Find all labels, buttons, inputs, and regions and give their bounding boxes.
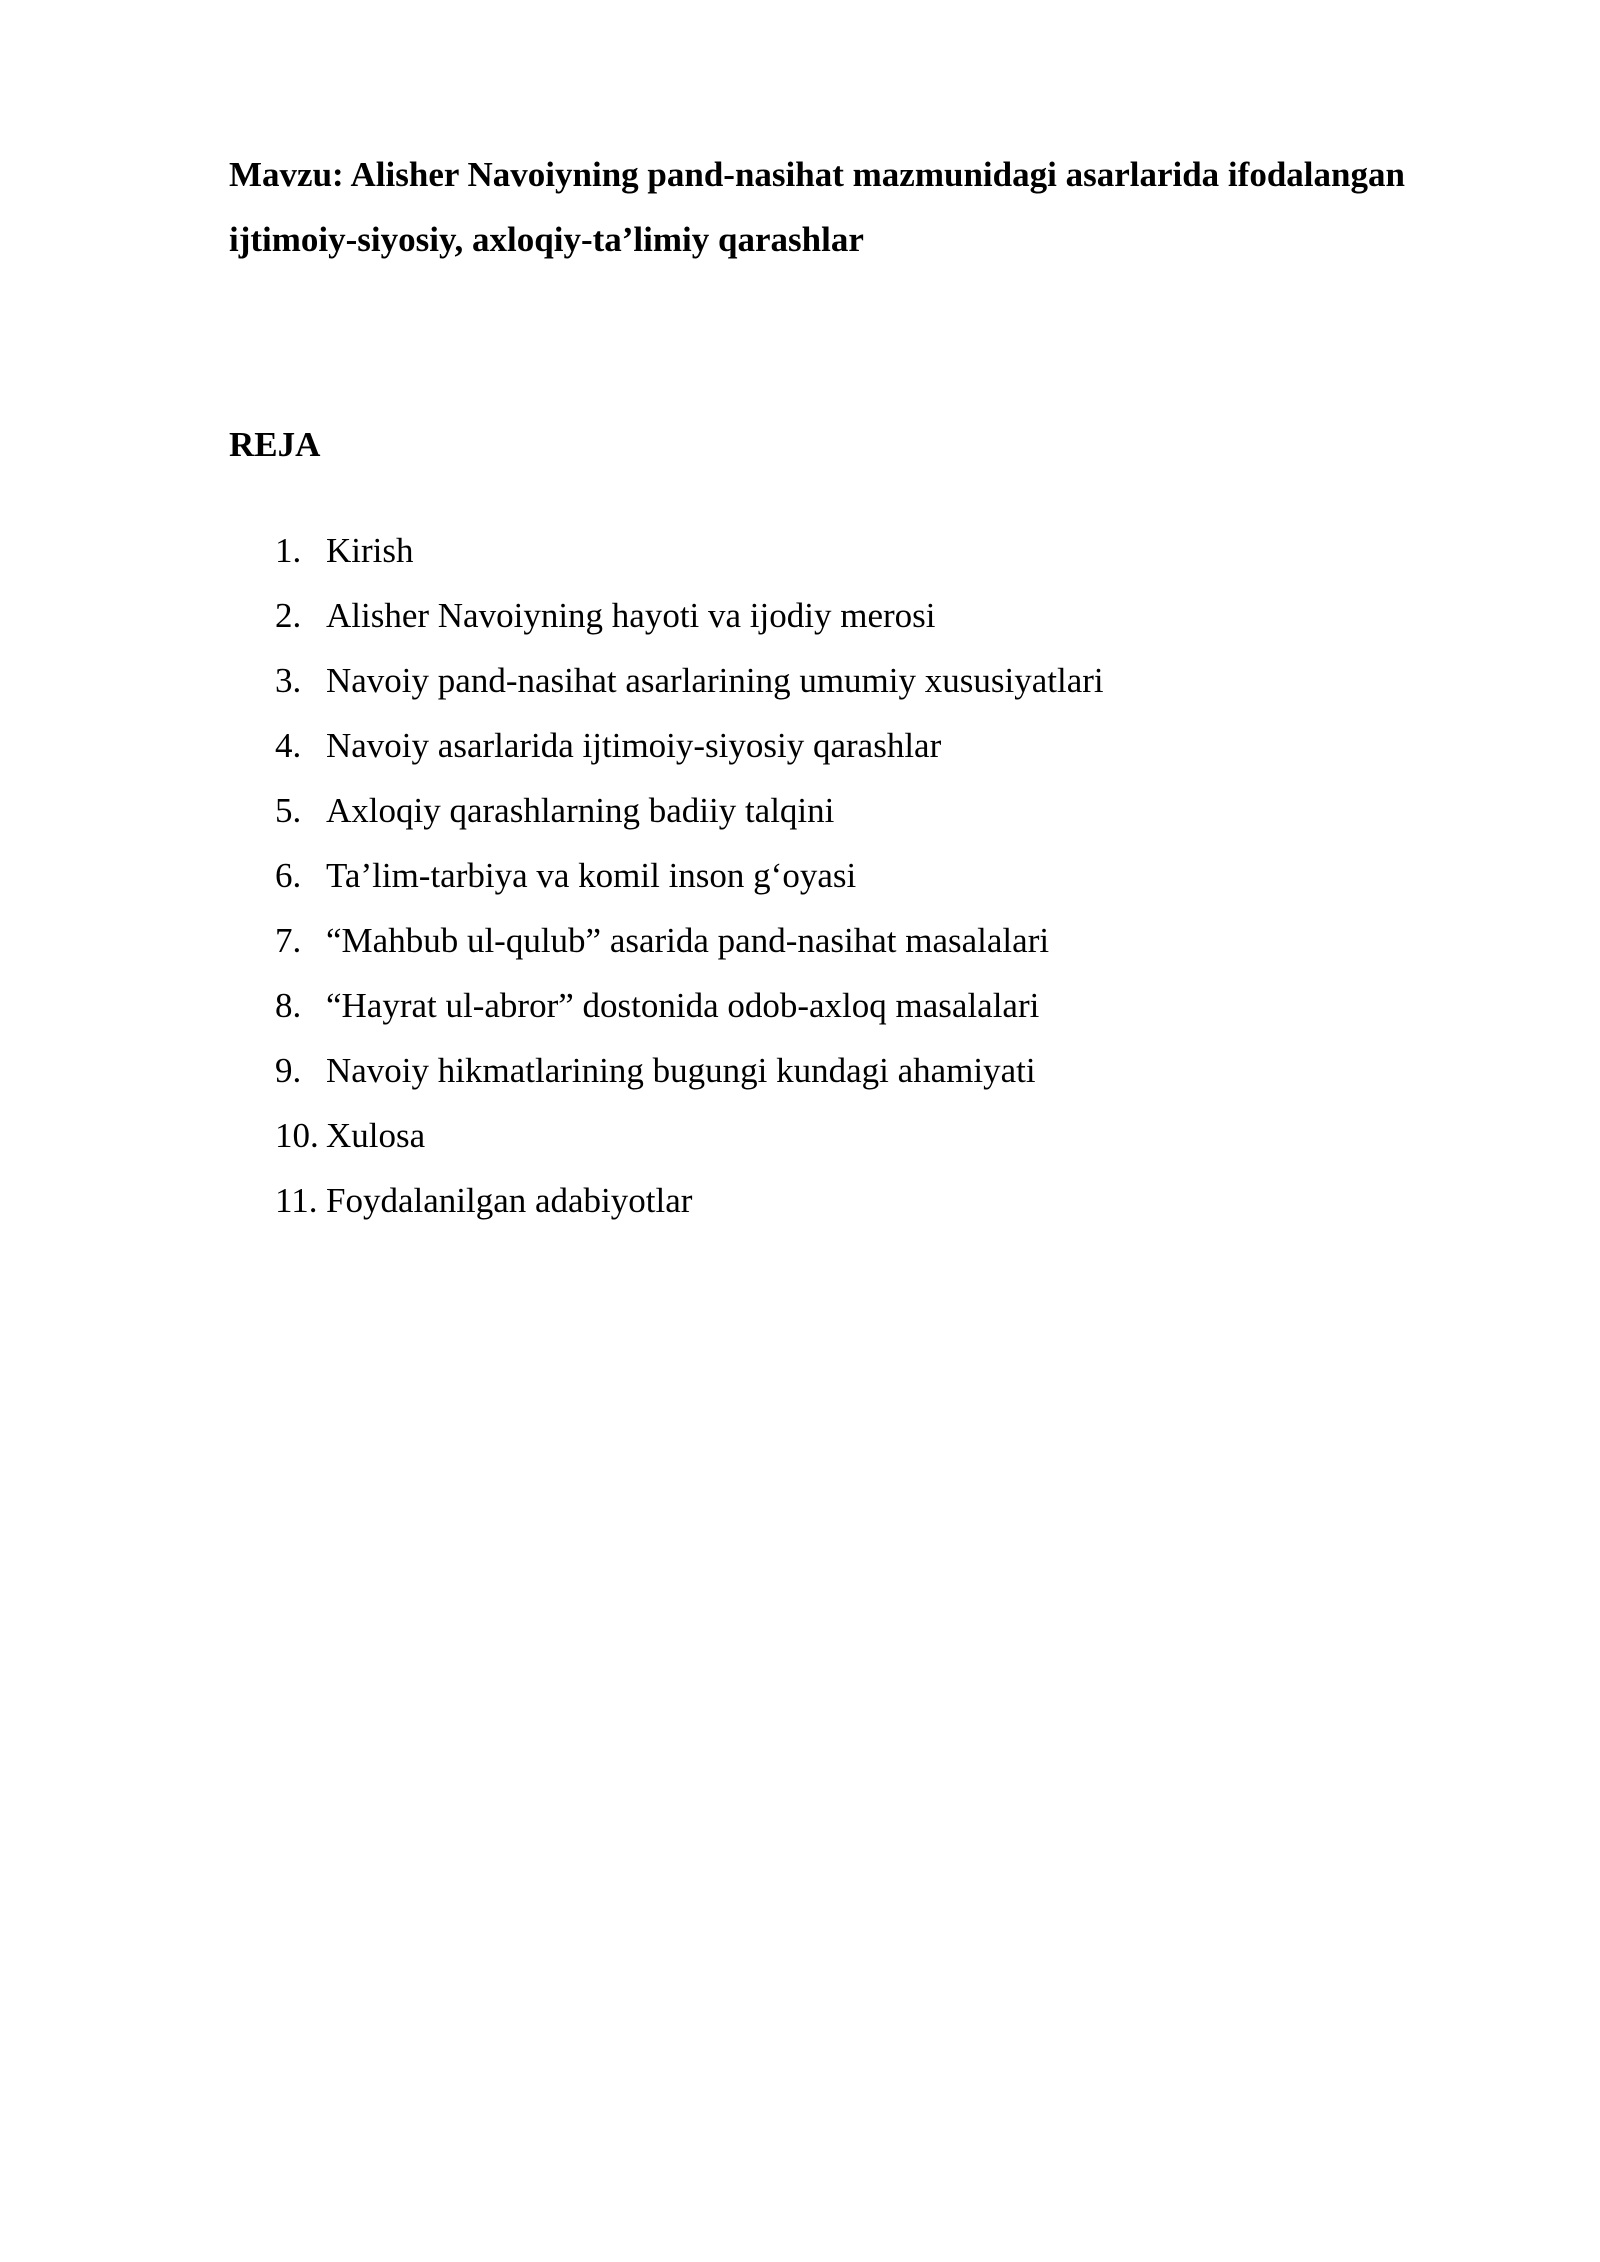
plan-item-number: 4. [275,726,302,765]
plan-list-item [275,713,1104,778]
plan-item-text: “Mahbub ul-qulub” asarida pand-nasihat masalalari [326,921,1050,960]
plan-item-text: Navoiy hikmatlarining bugungi kundagi ahamiyati [326,1051,1036,1090]
plan-item-text: Foydalanilgan adabiyotlar [326,1181,693,1220]
plan-item-text: “Hayrat ul-abror” dostonida odob-axloq masalalari [326,986,1040,1025]
plan-list-item [275,973,1104,1038]
plan-item-text: Navoiy asarlarida ijtimoiy-siyosiy qarashlar [326,726,942,765]
title-line-2: ijtimoiy-siyosiy, axloqiy-ta’limiy qarashlar [229,220,864,259]
plan-item-number: 11. [275,1181,318,1220]
plan-item-number: 9. [275,1051,302,1090]
plan-list-item [275,1103,1104,1168]
plan-item-text: Navoiy pand-nasihat asarlarining umumiy xususiyatlari [326,661,1104,700]
plan-item-number: 7. [275,921,302,960]
title-line-1: Mavzu: Alisher Navoiyning pand-nasihat mazmunidagi asarlarida ifodalangan [229,155,1405,194]
plan-item-number: 3. [275,661,302,700]
plan-heading: REJA [229,425,321,464]
plan-list-item [275,908,1104,973]
plan-list-item [275,518,1104,583]
plan-item-text: Xulosa [326,1116,426,1155]
plan-item-number: 8. [275,986,302,1025]
plan-list [275,518,1104,1233]
plan-item-text: Axloqiy qarashlarning badiiy talqini [326,791,835,830]
plan-item-number: 10. [275,1116,319,1155]
plan-item-text: Kirish [326,531,414,570]
plan-list-item [275,583,1104,648]
plan-list-item [275,843,1104,908]
plan-item-number: 6. [275,856,302,895]
plan-item-text: Alisher Navoiyning hayoti va ijodiy merosi [326,596,936,635]
document-title [229,142,1559,272]
plan-list-item [275,1168,1104,1233]
plan-item-number: 2. [275,596,302,635]
plan-item-number: 1. [275,531,302,570]
plan-list-item [275,778,1104,843]
plan-item-number: 5. [275,791,302,830]
plan-list-item [275,1038,1104,1103]
plan-item-text: Ta’lim-tarbiya va komil inson g‘oyasi [326,856,857,895]
plan-list-item [275,648,1104,713]
